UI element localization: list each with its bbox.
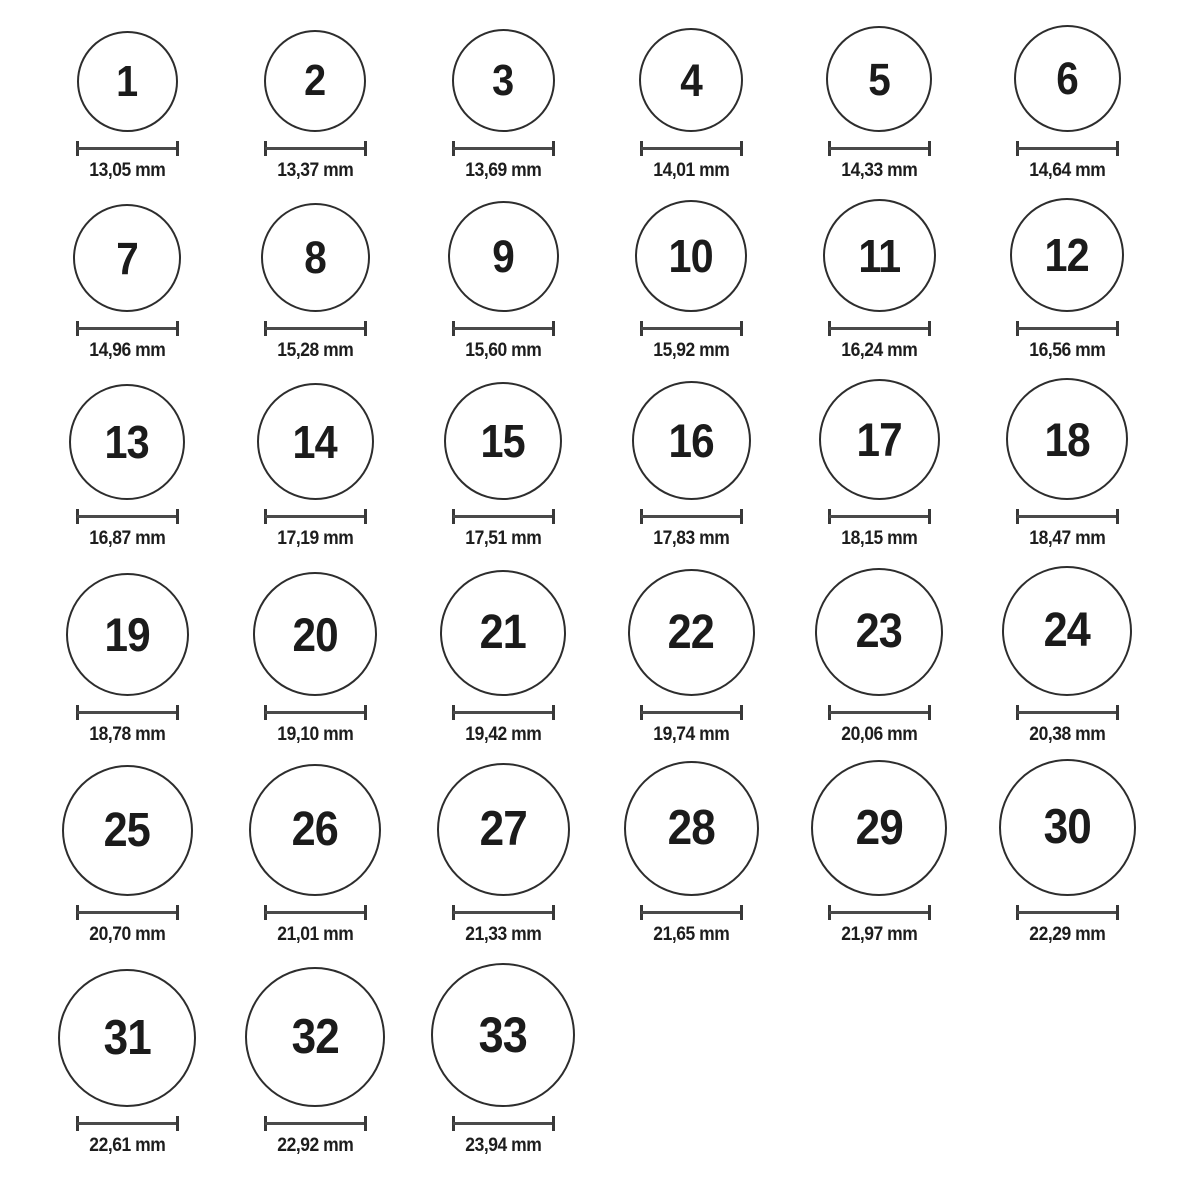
ring-size-grid xyxy=(33,0,1200,1157)
diameter-label-text: 14,64 mm xyxy=(1028,160,1106,182)
ring-size-circle xyxy=(448,201,559,312)
diameter-measure-line xyxy=(452,141,555,156)
ring-size-circle xyxy=(431,963,575,1107)
diameter-label-text: 22,92 mm xyxy=(276,1135,354,1157)
ring-size-number: 19 xyxy=(104,608,150,662)
measure-bar xyxy=(265,1122,366,1125)
diameter-label xyxy=(1026,528,1109,550)
measure-end-tick-right xyxy=(364,509,367,524)
diameter-measure-line xyxy=(828,141,931,156)
ring-size-circle xyxy=(632,381,751,500)
ring-size-circle xyxy=(635,200,747,312)
diameter-label xyxy=(86,924,169,946)
measure-bar xyxy=(1017,515,1118,518)
ring-size-circle xyxy=(253,572,377,696)
ring-size-circle xyxy=(264,30,366,132)
diameter-measure-line xyxy=(1016,141,1119,156)
ring-size-item xyxy=(409,946,597,1157)
diameter-measure-line xyxy=(264,509,367,524)
ring-size-number: 12 xyxy=(1044,229,1090,282)
ring-size-circle xyxy=(257,383,374,500)
diameter-measure-line xyxy=(76,705,179,720)
ring-size-number: 17 xyxy=(856,413,902,467)
ring-size-item xyxy=(33,946,221,1157)
diameter-label-text: 14,96 mm xyxy=(88,340,166,362)
diameter-measure-line xyxy=(640,905,743,920)
diameter-label-text: 16,24 mm xyxy=(840,340,918,362)
diameter-label xyxy=(1026,724,1109,746)
measure-end-tick-right xyxy=(364,905,367,920)
measure-bar xyxy=(453,711,554,714)
ring-size-item xyxy=(221,182,409,362)
ring-size-circle xyxy=(999,759,1136,896)
ring-size-number: 13 xyxy=(104,416,150,469)
ring-size-item xyxy=(221,550,409,746)
measure-end-tick-right xyxy=(552,321,555,336)
measure-end-tick-right xyxy=(740,905,743,920)
ring-size-circle xyxy=(1014,25,1121,132)
diameter-measure-line xyxy=(1016,321,1119,336)
measure-bar xyxy=(453,327,554,330)
measure-bar xyxy=(265,911,366,914)
diameter-label xyxy=(462,340,545,362)
measure-end-tick-right xyxy=(1116,509,1119,524)
measure-bar xyxy=(77,1122,178,1125)
measure-end-tick-right xyxy=(364,1116,367,1131)
diameter-measure-line xyxy=(76,141,179,156)
ring-size-number: 16 xyxy=(668,414,714,468)
diameter-label-text: 23,94 mm xyxy=(464,1135,542,1157)
ring-size-item xyxy=(409,182,597,362)
ring-size-item xyxy=(33,182,221,362)
diameter-label-text: 15,92 mm xyxy=(652,340,730,362)
diameter-label xyxy=(462,924,545,946)
measure-end-tick-right xyxy=(176,509,179,524)
ring-size-circle xyxy=(628,569,755,696)
measure-end-tick-right xyxy=(176,705,179,720)
measure-end-tick-right xyxy=(552,1116,555,1131)
ring-size-number: 20 xyxy=(292,607,338,661)
ring-size-item xyxy=(973,0,1161,182)
measure-bar xyxy=(77,711,178,714)
measure-bar xyxy=(77,911,178,914)
measure-end-tick-right xyxy=(364,705,367,720)
diameter-measure-line xyxy=(640,509,743,524)
measure-end-tick-right xyxy=(552,141,555,156)
ring-size-item xyxy=(973,362,1161,550)
measure-end-tick-right xyxy=(176,321,179,336)
ring-size-number: 18 xyxy=(1044,412,1090,466)
ring-size-circle xyxy=(62,765,193,896)
measure-end-tick-right xyxy=(176,1116,179,1131)
measure-bar xyxy=(77,147,178,150)
ring-size-circle xyxy=(815,568,943,696)
ring-size-circle xyxy=(58,969,196,1107)
diameter-label xyxy=(274,924,357,946)
measure-bar xyxy=(1017,147,1118,150)
ring-size-item xyxy=(785,746,973,946)
ring-size-item xyxy=(785,362,973,550)
measure-end-tick-right xyxy=(928,141,931,156)
ring-size-circle xyxy=(249,764,381,896)
diameter-label-text: 21,33 mm xyxy=(464,924,542,946)
diameter-label-text: 17,51 mm xyxy=(464,528,542,550)
measure-end-tick-right xyxy=(552,705,555,720)
ring-size-number: 15 xyxy=(480,415,526,468)
diameter-measure-line xyxy=(640,705,743,720)
diameter-label-text: 20,06 mm xyxy=(840,724,918,746)
measure-end-tick-right xyxy=(552,509,555,524)
diameter-label-text: 16,87 mm xyxy=(88,528,166,550)
diameter-label xyxy=(1026,160,1109,182)
diameter-measure-line xyxy=(828,509,931,524)
diameter-label-text: 14,33 mm xyxy=(840,160,918,182)
ring-size-circle xyxy=(69,384,185,500)
diameter-label-text: 15,28 mm xyxy=(276,340,354,362)
ring-size-number: 28 xyxy=(667,801,715,856)
ring-size-number: 5 xyxy=(868,53,890,105)
ring-size-circle xyxy=(444,382,562,500)
measure-bar xyxy=(829,711,930,714)
measure-bar xyxy=(641,711,742,714)
diameter-measure-line xyxy=(76,1116,179,1131)
measure-end-tick-right xyxy=(928,905,931,920)
ring-size-item xyxy=(597,182,785,362)
measure-bar xyxy=(453,515,554,518)
diameter-label xyxy=(86,160,169,182)
diameter-measure-line xyxy=(828,705,931,720)
measure-end-tick-right xyxy=(552,905,555,920)
diameter-measure-line xyxy=(452,509,555,524)
diameter-label-text: 19,74 mm xyxy=(652,724,730,746)
ring-size-circle xyxy=(437,763,570,896)
diameter-label-text: 16,56 mm xyxy=(1028,340,1106,362)
diameter-label xyxy=(86,528,169,550)
ring-size-circle xyxy=(826,26,932,132)
ring-size-circle xyxy=(819,379,940,500)
measure-bar xyxy=(77,327,178,330)
diameter-label-text: 18,47 mm xyxy=(1028,528,1106,550)
ring-size-item xyxy=(785,550,973,746)
measure-bar xyxy=(829,327,930,330)
ring-size-item xyxy=(221,362,409,550)
diameter-measure-line xyxy=(1016,509,1119,524)
ring-size-number: 24 xyxy=(1043,604,1091,658)
measure-end-tick-right xyxy=(1116,321,1119,336)
diameter-label xyxy=(274,1135,357,1157)
ring-size-item xyxy=(33,362,221,550)
ring-size-number: 27 xyxy=(479,802,527,857)
diameter-measure-line xyxy=(452,1116,555,1131)
diameter-measure-line xyxy=(1016,705,1119,720)
measure-bar xyxy=(829,911,930,914)
measure-end-tick-right xyxy=(740,141,743,156)
ring-size-number: 29 xyxy=(855,800,903,855)
ring-size-number: 4 xyxy=(680,54,702,106)
diameter-measure-line xyxy=(828,905,931,920)
ring-size-item xyxy=(409,0,597,182)
measure-bar xyxy=(641,515,742,518)
ring-size-circle xyxy=(440,570,566,696)
measure-bar xyxy=(829,147,930,150)
ring-size-item xyxy=(409,746,597,946)
ring-size-circle xyxy=(624,761,759,896)
ring-size-number: 30 xyxy=(1043,800,1091,855)
ring-size-number: 31 xyxy=(103,1010,151,1065)
diameter-measure-line xyxy=(264,905,367,920)
diameter-label-text: 21,97 mm xyxy=(840,924,918,946)
measure-end-tick-right xyxy=(364,321,367,336)
ring-size-circle xyxy=(1006,378,1128,500)
measure-end-tick-right xyxy=(176,141,179,156)
ring-size-number: 23 xyxy=(855,605,903,659)
measure-end-tick-right xyxy=(928,321,931,336)
diameter-label xyxy=(274,724,357,746)
ring-size-number: 14 xyxy=(292,415,338,468)
measure-bar xyxy=(265,147,366,150)
diameter-label xyxy=(838,340,921,362)
diameter-label-text: 13,37 mm xyxy=(276,160,354,182)
diameter-label xyxy=(1026,924,1109,946)
diameter-measure-line xyxy=(452,905,555,920)
diameter-label xyxy=(1026,340,1109,362)
diameter-label xyxy=(86,1135,169,1157)
ring-size-item xyxy=(597,746,785,946)
ring-size-circle xyxy=(73,204,181,312)
ring-size-circle xyxy=(1002,566,1132,696)
diameter-label xyxy=(274,160,357,182)
diameter-label xyxy=(274,340,357,362)
diameter-label xyxy=(462,1135,545,1157)
diameter-label xyxy=(838,160,921,182)
diameter-measure-line xyxy=(1016,905,1119,920)
diameter-measure-line xyxy=(828,321,931,336)
ring-size-item xyxy=(597,0,785,182)
ring-size-item xyxy=(221,946,409,1157)
diameter-measure-line xyxy=(452,321,555,336)
diameter-label xyxy=(838,924,921,946)
measure-end-tick-right xyxy=(1116,705,1119,720)
diameter-label-text: 13,05 mm xyxy=(88,160,166,182)
ring-size-number: 1 xyxy=(116,56,138,106)
diameter-label xyxy=(86,340,169,362)
diameter-label xyxy=(462,724,545,746)
diameter-measure-line xyxy=(264,141,367,156)
diameter-label xyxy=(650,924,733,946)
diameter-measure-line xyxy=(264,1116,367,1131)
diameter-label-text: 19,42 mm xyxy=(464,724,542,746)
ring-size-item xyxy=(785,0,973,182)
diameter-label xyxy=(838,724,921,746)
ring-size-item xyxy=(33,746,221,946)
diameter-label xyxy=(462,160,545,182)
diameter-label xyxy=(86,724,169,746)
diameter-label-text: 22,61 mm xyxy=(88,1135,166,1157)
ring-size-item xyxy=(785,182,973,362)
measure-end-tick-right xyxy=(740,321,743,336)
ring-size-circle xyxy=(77,31,178,132)
diameter-label-text: 17,83 mm xyxy=(652,528,730,550)
ring-size-number: 9 xyxy=(492,231,514,283)
diameter-label-text: 21,65 mm xyxy=(652,924,730,946)
measure-bar xyxy=(1017,711,1118,714)
diameter-label xyxy=(650,340,733,362)
measure-bar xyxy=(641,911,742,914)
diameter-label xyxy=(838,528,921,550)
measure-end-tick-right xyxy=(928,509,931,524)
ring-size-number: 11 xyxy=(858,229,900,282)
diameter-measure-line xyxy=(76,509,179,524)
ring-size-circle xyxy=(66,573,189,696)
measure-bar xyxy=(829,515,930,518)
diameter-label xyxy=(650,724,733,746)
measure-bar xyxy=(1017,327,1118,330)
measure-end-tick-right xyxy=(1116,141,1119,156)
diameter-label-text: 22,29 mm xyxy=(1028,924,1106,946)
diameter-label-text: 14,01 mm xyxy=(652,160,730,182)
diameter-label-text: 21,01 mm xyxy=(276,924,354,946)
ring-size-number: 32 xyxy=(291,1009,339,1064)
ring-size-item xyxy=(409,362,597,550)
measure-bar xyxy=(453,1122,554,1125)
ring-size-circle xyxy=(1010,198,1124,312)
diameter-measure-line xyxy=(452,705,555,720)
diameter-label-text: 18,78 mm xyxy=(88,724,166,746)
measure-bar xyxy=(453,147,554,150)
ring-size-number: 21 xyxy=(479,606,527,660)
ring-size-circle xyxy=(811,760,947,896)
measure-end-tick-right xyxy=(176,905,179,920)
ring-size-number: 26 xyxy=(291,803,339,857)
ring-size-number: 6 xyxy=(1056,53,1078,105)
measure-end-tick-right xyxy=(740,509,743,524)
diameter-measure-line xyxy=(264,705,367,720)
measure-bar xyxy=(453,911,554,914)
ring-size-item xyxy=(33,0,221,182)
measure-bar xyxy=(77,515,178,518)
diameter-label-text: 17,19 mm xyxy=(276,528,354,550)
ring-size-number: 7 xyxy=(116,232,138,284)
ring-size-number: 2 xyxy=(304,56,326,106)
ring-size-item xyxy=(409,550,597,746)
ring-size-item xyxy=(973,550,1161,746)
ring-size-item xyxy=(221,746,409,946)
ring-size-item xyxy=(973,182,1161,362)
ring-size-number: 3 xyxy=(492,55,514,105)
ring-size-item xyxy=(597,362,785,550)
measure-bar xyxy=(265,711,366,714)
measure-bar xyxy=(1017,911,1118,914)
diameter-label-text: 15,60 mm xyxy=(464,340,542,362)
diameter-label xyxy=(650,160,733,182)
diameter-label xyxy=(650,528,733,550)
diameter-measure-line xyxy=(640,321,743,336)
measure-bar xyxy=(265,327,366,330)
ring-size-circle xyxy=(823,199,936,312)
ring-size-number: 8 xyxy=(304,232,326,284)
diameter-label-text: 20,38 mm xyxy=(1028,724,1106,746)
diameter-label-text: 20,70 mm xyxy=(88,924,166,946)
ring-size-circle xyxy=(639,28,743,132)
diameter-label-text: 13,69 mm xyxy=(464,160,542,182)
ring-size-circle xyxy=(245,967,385,1107)
diameter-measure-line xyxy=(264,321,367,336)
measure-bar xyxy=(641,327,742,330)
measure-bar xyxy=(641,147,742,150)
ring-size-number: 10 xyxy=(668,230,714,283)
diameter-label xyxy=(462,528,545,550)
diameter-label-text: 19,10 mm xyxy=(276,724,354,746)
measure-end-tick-right xyxy=(1116,905,1119,920)
diameter-measure-line xyxy=(76,321,179,336)
diameter-label xyxy=(274,528,357,550)
ring-size-number: 33 xyxy=(478,1007,528,1064)
measure-end-tick-right xyxy=(364,141,367,156)
ring-size-item xyxy=(973,746,1161,946)
ring-size-item xyxy=(597,550,785,746)
ring-size-circle xyxy=(261,203,370,312)
measure-end-tick-right xyxy=(928,705,931,720)
measure-end-tick-right xyxy=(740,705,743,720)
measure-bar xyxy=(265,515,366,518)
ring-size-item xyxy=(221,0,409,182)
diameter-label-text: 18,15 mm xyxy=(840,528,918,550)
ring-size-item xyxy=(33,550,221,746)
diameter-measure-line xyxy=(76,905,179,920)
ring-size-number: 22 xyxy=(667,605,715,659)
ring-size-circle xyxy=(452,29,555,132)
ring-size-number: 25 xyxy=(103,803,151,857)
diameter-measure-line xyxy=(640,141,743,156)
